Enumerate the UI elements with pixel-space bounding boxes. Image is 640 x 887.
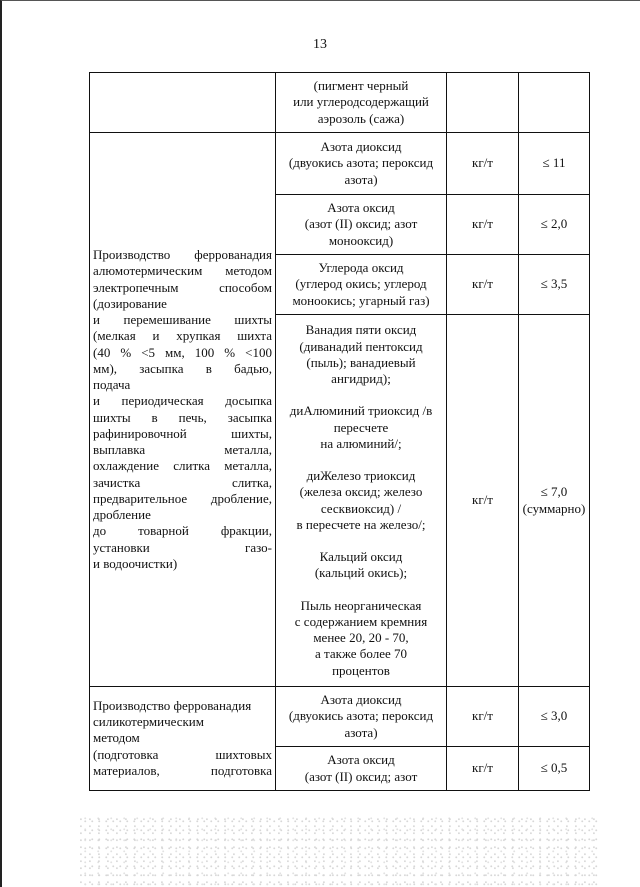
process-cell-empty — [90, 73, 276, 133]
process-line: подача — [93, 377, 131, 392]
norm-cell: ≤ 2,0 — [519, 195, 590, 255]
process-line: и водоочистки) — [93, 555, 178, 571]
substance-line: (диванадий пентоксид — [299, 338, 423, 354]
substance-line: моноокись; угарный газ) — [292, 292, 430, 308]
substance-line: Ванадия пяти оксид — [305, 322, 417, 338]
unit-cell: кг/т — [447, 133, 519, 195]
process-line: предварительное дробление, — [93, 490, 272, 506]
substance-line: (двуокись азота; пероксид — [288, 155, 434, 171]
norm-cell: ≤ 11 — [519, 133, 590, 195]
process-line: и перемешивание шихты — [93, 312, 272, 327]
substance-cell — [276, 687, 447, 747]
substance-line: аэрозоль (сажа) — [317, 110, 405, 126]
process-line: зачистка слитка, — [93, 474, 272, 490]
substance-line: азота) — [344, 171, 378, 187]
substance-line: (кальций окись); — [314, 565, 408, 581]
unit-cell: кг/т — [447, 195, 519, 255]
substance-line: Кальций оксид — [319, 549, 403, 564]
page-number: 13 — [313, 37, 327, 52]
substance-line: Азота диоксид — [320, 692, 402, 708]
process-line: установки газо- — [93, 539, 272, 555]
substance-cell — [276, 747, 447, 791]
process-line: электропечным способом — [93, 279, 272, 295]
process-line: материалов, подготовка — [93, 762, 272, 778]
substance-line: (двуокись азота; пероксид — [288, 708, 434, 724]
emissions-table — [89, 72, 590, 791]
table-row — [90, 73, 590, 133]
process-line: до товарной фракции, — [93, 523, 272, 539]
substance-cell — [276, 255, 447, 315]
substance-line: а также более 70 — [315, 646, 407, 662]
substance-line: (железа оксид; железо — [299, 484, 423, 500]
process-line: силикотермическим — [93, 714, 204, 730]
substance-line: Азота диоксид — [320, 139, 402, 155]
unit-cell — [447, 73, 519, 133]
substance-cell — [276, 73, 447, 133]
substance-line: (азот (II) оксид; азот — [304, 216, 418, 232]
norm-line: (суммарно) — [522, 500, 586, 516]
substance-line: в пересчете на железо/; — [296, 516, 426, 532]
process-line: дробление — [93, 507, 151, 522]
table-row — [90, 687, 590, 747]
table-row — [90, 133, 590, 195]
unit-cell: кг/т — [447, 747, 519, 791]
substance-cell — [276, 133, 447, 195]
norm-line: ≤ 7,0 — [540, 484, 568, 500]
norm-cell: ≤ 0,5 — [519, 747, 590, 791]
substance-line: процентов — [332, 662, 390, 678]
unit-cell: кг/т — [447, 255, 519, 315]
norm-cell — [519, 315, 590, 687]
process-line: охлаждение слитка металла, — [93, 458, 272, 474]
substance-line: диАлюминий триоксид /в — [289, 403, 433, 419]
unit-cell: кг/т — [447, 687, 519, 747]
substance-line: на алюминий/; — [320, 435, 402, 451]
substance-line: пересчете — [333, 419, 389, 435]
process-line: выплавка металла, — [93, 442, 272, 457]
process-line: (подготовка шихтовых — [93, 746, 272, 762]
substance-line: ангидрид); — [331, 371, 391, 386]
substance-line: Пыль неорганическая — [300, 597, 422, 613]
process-line: Производство феррованадия — [93, 247, 272, 262]
process-line: методом — [93, 730, 140, 746]
spacer — [279, 387, 443, 403]
spacer — [279, 533, 443, 549]
process-description-cell — [90, 133, 276, 687]
substance-line: азота) — [344, 724, 378, 740]
spacer — [279, 452, 443, 468]
substance-cell — [276, 195, 447, 255]
substance-line: сесквиоксид) / — [320, 500, 402, 516]
process-line: мм), засыпка в бадью, — [93, 360, 272, 376]
substance-line: Азота оксид — [327, 752, 395, 768]
substance-line: менее 20, 20 - 70, — [313, 630, 409, 645]
substance-line: Азота оксид — [327, 200, 395, 216]
unit-cell: кг/т — [447, 315, 519, 687]
process-line: (мелкая и хрупкая шихта — [93, 328, 272, 344]
substance-line: (углерод окись; углерод — [295, 276, 427, 292]
process-line: алюмотермическим методом — [93, 263, 272, 279]
substance-line: (азот (II) оксид; азот — [304, 768, 418, 784]
norm-cell: ≤ 3,0 — [519, 687, 590, 747]
substance-line: монооксид) — [328, 232, 394, 248]
substance-cell — [276, 315, 447, 687]
process-line: рафинировочной шихты, — [93, 425, 272, 441]
substance-line: (пигмент черный — [313, 78, 409, 94]
process-line: (дозирование — [93, 295, 167, 311]
substance-line: диЖелезо триоксид — [306, 468, 416, 483]
process-line: Производство феррованадия — [93, 697, 252, 713]
process-line: (40 % <5 мм, 100 % <100 — [93, 344, 272, 360]
scan-noise — [80, 815, 600, 887]
norm-cell — [519, 73, 590, 133]
substance-line: Углерода оксид — [318, 260, 404, 276]
norm-cell: ≤ 3,5 — [519, 255, 590, 315]
process-description-cell — [90, 687, 276, 791]
substance-line: с содержанием кремния — [294, 613, 428, 629]
substance-line: или углеродсодержащий — [293, 94, 429, 110]
substance-line: (пыль); ванадиевый — [306, 354, 416, 370]
process-line: шихты в печь, засыпка — [93, 409, 272, 425]
process-line: и периодическая досыпка — [93, 393, 272, 409]
spacer — [279, 582, 443, 598]
